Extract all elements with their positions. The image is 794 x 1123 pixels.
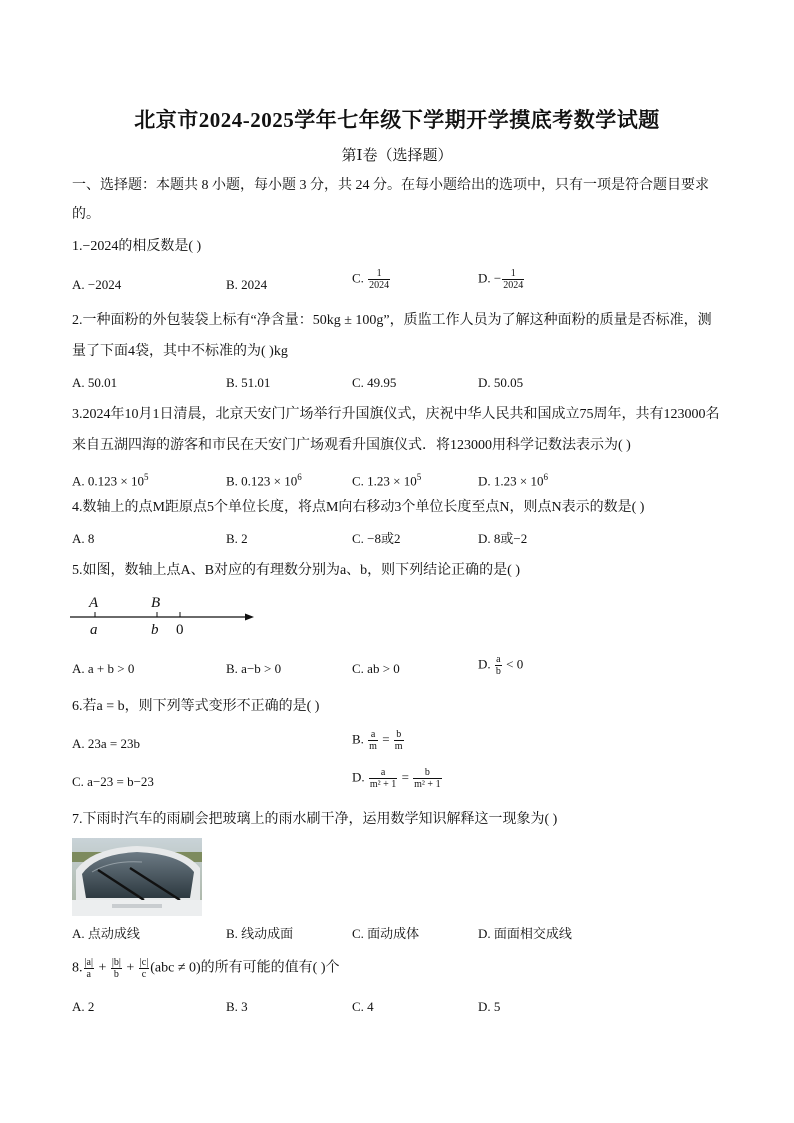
q2-option-b: B. 51.01 xyxy=(226,375,271,390)
exponent: 6 xyxy=(297,472,302,482)
q3-option-b xyxy=(226,468,302,490)
denominator: 2024 xyxy=(503,280,524,291)
exponent: 5 xyxy=(143,472,149,482)
q2-option-d: D. 50.05 xyxy=(478,375,524,390)
denominator: m² + 1 xyxy=(369,779,397,790)
instructions-line-1: 一、选择题：本题共 8 小题，每小题 3 分，共 24 分。在每小题给出的选项中，只有一项是符合题目要求 xyxy=(72,178,709,193)
q5-option-a: A. a + b > 0 xyxy=(72,661,135,676)
option-text: B. 0.123 × 10 xyxy=(226,473,298,489)
q5-option-c: C. ab > 0 xyxy=(352,661,400,676)
option-label: D. xyxy=(478,656,494,672)
denominator: b xyxy=(113,969,119,980)
option-label: C. xyxy=(352,270,368,286)
equals-sign: = xyxy=(398,769,413,785)
denominator: b xyxy=(495,666,501,677)
option-text: < 0 xyxy=(502,656,524,672)
denominator: a xyxy=(86,969,91,980)
question-number: 8. xyxy=(72,960,83,976)
car-windshield-wiper-photo xyxy=(72,838,202,916)
option-label: D. − xyxy=(478,270,502,286)
question-6-stem: 6.若a = b，则下列等式变形不正确的是( ) xyxy=(72,699,320,714)
question-5-stem: 5.如图，数轴上点A、B对应的有理数分别为a、b，则下列结论正确的是( ) xyxy=(72,563,520,578)
instructions-line-2: 的。 xyxy=(72,207,100,222)
question-2-stem-1: 2.一种面粉的外包装袋上标有“净含量：50kg ± 100g”，质监工作人员为了解这种面粉的质量是否标准，测 xyxy=(72,313,712,328)
option-label: B. xyxy=(352,731,368,747)
fraction xyxy=(495,654,502,677)
q4-option-d: D. 8或−2 xyxy=(478,531,528,546)
numerator: |b| xyxy=(111,957,121,968)
arrow-head-icon xyxy=(245,614,254,621)
question-3-stem-2: 来自五湖四海的游客和市民在天安门广场观看升国旗仪式．将123000用科学记数法表示为( ) xyxy=(72,438,631,453)
q3-option-a xyxy=(72,468,148,490)
denominator: m xyxy=(394,741,403,752)
question-2-stem-2: 量了下面4袋，其中不标准的为( )kg xyxy=(72,344,288,359)
q8-option-c: C. 4 xyxy=(352,999,374,1014)
exponent: 5 xyxy=(416,472,422,482)
q8-option-a: A. 2 xyxy=(72,999,95,1014)
value-label-a: a xyxy=(90,622,98,638)
fraction xyxy=(394,729,404,752)
value-label-b: b xyxy=(151,622,159,638)
q6-option-a: A. 23a = 23b xyxy=(72,736,140,751)
q1-option-d xyxy=(478,268,525,291)
q7-option-a: A. 点动成线 xyxy=(72,926,140,941)
numerator: 1 xyxy=(368,268,390,280)
section-title: 第Ⅰ卷（选择题） xyxy=(341,148,453,164)
numerator: |a| xyxy=(84,957,93,968)
page-title: 北京市2024-2025学年七年级下学期开学摸底考数学试题 xyxy=(134,108,660,132)
fraction xyxy=(369,767,397,790)
q6-option-c: C. a−23 = b−23 xyxy=(72,774,154,789)
equals-sign: = xyxy=(378,731,393,747)
q5-option-b: B. a−b > 0 xyxy=(226,661,282,676)
q6-option-d xyxy=(352,767,443,790)
fraction xyxy=(368,268,390,291)
q3-option-c xyxy=(352,468,421,490)
q1-option-c xyxy=(352,268,391,291)
plus-sign: + xyxy=(122,960,138,976)
q4-option-c: C. −8或2 xyxy=(352,531,401,546)
denominator: c xyxy=(141,969,147,980)
question-3-stem-1: 3.2024年10月1日清晨，北京天安门广场举行升国旗仪式，庆祝中华人民共和国成立75周年，共有123000名 xyxy=(72,407,720,422)
exponent: 6 xyxy=(543,472,548,482)
q8-option-b: B. 3 xyxy=(226,999,248,1014)
numerator: 1 xyxy=(502,268,524,280)
fraction xyxy=(139,957,149,980)
option-text: C. 1.23 × 10 xyxy=(352,473,417,489)
fraction xyxy=(111,957,122,980)
numerator: |c| xyxy=(139,957,149,968)
q1-option-b: B. 2024 xyxy=(226,277,268,292)
fraction xyxy=(84,957,94,980)
q3-option-d xyxy=(478,468,548,490)
q4-option-b: B. 2 xyxy=(226,531,248,546)
fraction xyxy=(368,729,378,752)
q2-option-c: C. 49.95 xyxy=(352,375,397,390)
q7-option-c: C. 面动成体 xyxy=(352,926,420,941)
q2-option-a: A. 50.01 xyxy=(72,375,118,390)
option-text: A. 0.123 × 10 xyxy=(72,473,144,489)
question-1-stem: 1.−2024的相反数是( ) xyxy=(72,239,202,254)
q4-option-a: A. 8 xyxy=(72,531,95,546)
numerator: b xyxy=(394,729,404,741)
q7-option-b: B. 线动成面 xyxy=(226,926,294,941)
plus-sign: + xyxy=(94,960,110,976)
question-text: (abc ≠ 0)的所有可能的值有( )个 xyxy=(150,960,340,976)
q1-option-a: A. −2024 xyxy=(72,277,122,292)
question-7-stem: 7.下雨时汽车的雨刷会把玻璃上的雨水刷干净，运用数学知识解释这一现象为( ) xyxy=(72,812,558,827)
denominator: m xyxy=(369,741,377,752)
fraction xyxy=(413,767,441,790)
q8-option-d: D. 5 xyxy=(478,999,501,1014)
numerator: a xyxy=(369,767,397,779)
denominator: 2024 xyxy=(369,280,390,291)
q5-option-d xyxy=(478,654,523,677)
numerator: a xyxy=(368,729,378,741)
point-label-B: B xyxy=(151,595,161,611)
option-label: D. xyxy=(352,769,368,785)
number-line-figure xyxy=(68,590,268,640)
point-label-A: A xyxy=(89,595,99,611)
question-4-stem: 4.数轴上的点M距原点5个单位长度，将点M向右移动3个单位长度至点N，则点N表示的数是( ) xyxy=(72,500,645,515)
option-text: D. 1.23 × 10 xyxy=(478,473,544,489)
q6-option-b xyxy=(352,729,405,752)
question-8-stem xyxy=(72,957,340,980)
numerator: b xyxy=(413,767,441,779)
numerator: a xyxy=(496,654,501,665)
fraction xyxy=(502,268,524,291)
value-label-zero: 0 xyxy=(176,622,184,638)
denominator: m² + 1 xyxy=(414,779,441,790)
q7-option-d: D. 面面相交成线 xyxy=(478,926,572,941)
